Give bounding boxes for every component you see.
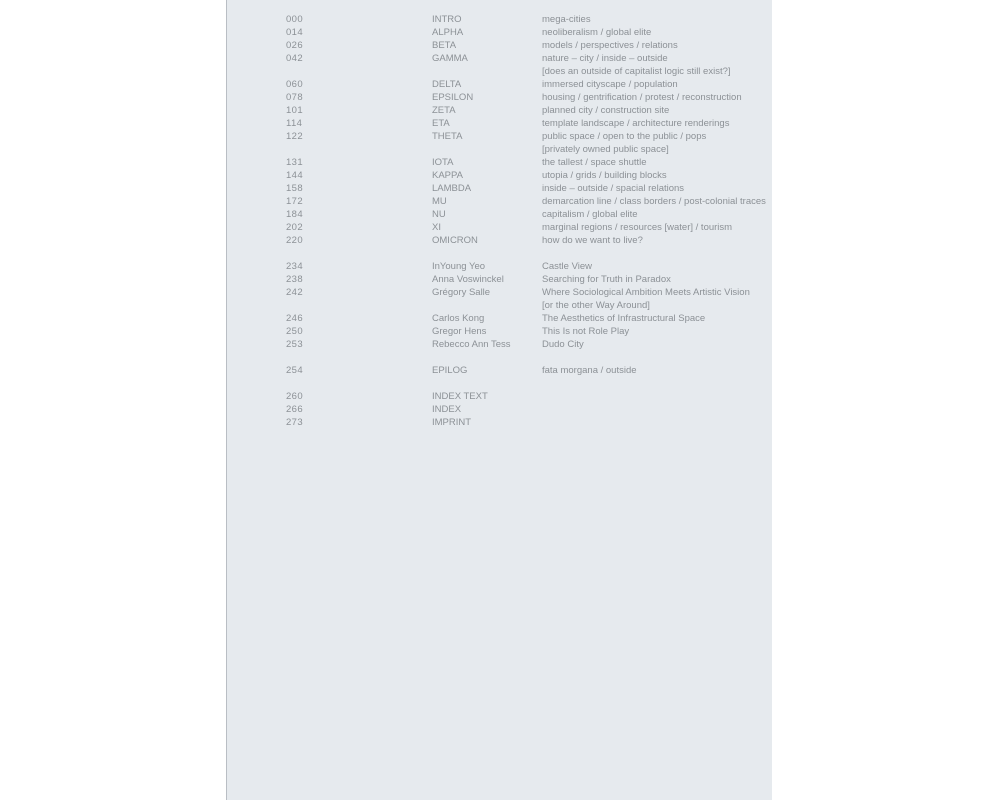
section-name: ETA xyxy=(432,118,450,129)
section-name: Carlos Kong xyxy=(432,313,485,324)
page-number: 000 xyxy=(286,14,304,25)
section-description: neoliberalism / global elite xyxy=(542,27,652,38)
section-description: mega-cities xyxy=(542,14,591,25)
section-description: marginal regions / resources [water] / tourism xyxy=(542,222,733,233)
section-description: fata morgana / outside xyxy=(542,365,637,376)
page-number: 260 xyxy=(286,391,304,402)
page-number: 234 xyxy=(286,261,304,272)
section-name: INTRO xyxy=(432,14,462,25)
section-name: LAMBDA xyxy=(432,183,472,194)
section-description: utopia / grids / building blocks xyxy=(542,170,667,181)
section-name: Anna Voswinckel xyxy=(432,274,504,285)
section-name: Rebecco Ann Tess xyxy=(432,339,511,350)
section-description: Castle View xyxy=(542,261,592,272)
section-description: capitalism / global elite xyxy=(542,209,638,220)
section-name: INDEX TEXT xyxy=(432,391,488,402)
page-number: 253 xyxy=(286,339,304,350)
section-description: immersed cityscape / population xyxy=(542,79,678,90)
section-name: GAMMA xyxy=(432,53,468,64)
section-description: [or the other Way Around] xyxy=(542,300,650,311)
page-number: 060 xyxy=(286,79,304,90)
section-description: The Aesthetics of Infrastructural Space xyxy=(542,313,706,324)
section-description: This Is not Role Play xyxy=(542,326,630,337)
section-description: public space / open to the public / pops xyxy=(542,131,707,142)
page-number: 172 xyxy=(286,196,304,207)
section-description: models / perspectives / relations xyxy=(542,40,678,51)
section-name: KAPPA xyxy=(432,170,463,181)
page-number: 144 xyxy=(286,170,304,181)
page-number: 014 xyxy=(286,27,304,38)
section-description: Searching for Truth in Paradox xyxy=(542,274,671,285)
section-description: the tallest / space shuttle xyxy=(542,157,647,168)
page-number: 254 xyxy=(286,365,304,376)
section-name: BETA xyxy=(432,40,457,51)
section-name: IOTA xyxy=(432,157,454,168)
section-description: template landscape / architecture renderings xyxy=(542,118,730,129)
section-name: THETA xyxy=(432,131,463,142)
section-name: INDEX xyxy=(432,404,462,415)
page-number: 131 xyxy=(286,157,304,168)
section-name: EPSILON xyxy=(432,92,474,103)
section-description: nature – city / inside – outside xyxy=(542,53,668,64)
page-number: 026 xyxy=(286,40,304,51)
section-name: OMICRON xyxy=(432,235,478,246)
section-description: [does an outside of capitalist logic still exist?] xyxy=(542,66,731,77)
section-description: Where Sociological Ambition Meets Artistic Vision xyxy=(542,287,750,298)
page-number: 220 xyxy=(286,235,304,246)
section-name: MU xyxy=(432,196,447,207)
section-name: ZETA xyxy=(432,105,456,116)
page-number: 101 xyxy=(286,105,304,116)
section-description: housing / gentrification / protest / reconstruction xyxy=(542,92,742,103)
page-number: 202 xyxy=(286,222,304,233)
section-name: Grégory Salle xyxy=(432,287,491,298)
page-number: 246 xyxy=(286,313,304,324)
page-number: 184 xyxy=(286,209,304,220)
page-number: 078 xyxy=(286,92,304,103)
section-name: IMPRINT xyxy=(432,417,472,428)
section-name: Gregor Hens xyxy=(432,326,487,337)
section-description: Dudo City xyxy=(542,339,584,350)
section-description: demarcation line / class borders / post-colonial traces xyxy=(542,196,766,207)
page-number: 114 xyxy=(286,118,303,129)
page-number: 122 xyxy=(286,131,304,142)
section-name: DELTA xyxy=(432,79,462,90)
section-description: planned city / construction site xyxy=(542,105,670,116)
section-name: XI xyxy=(432,222,441,233)
page-number: 273 xyxy=(286,417,304,428)
section-description: [privately owned public space] xyxy=(542,144,669,155)
page-number: 238 xyxy=(286,274,304,285)
page-number: 158 xyxy=(286,183,304,194)
document-page xyxy=(226,0,772,800)
section-name: ALPHA xyxy=(432,27,464,38)
page-number: 250 xyxy=(286,326,304,337)
section-name: NU xyxy=(432,209,446,220)
section-name: InYoung Yeo xyxy=(432,261,486,272)
page-number: 242 xyxy=(286,287,304,298)
section-name: EPILOG xyxy=(432,365,468,376)
section-description: how do we want to live? xyxy=(542,235,643,246)
page-number: 042 xyxy=(286,53,304,64)
section-description: inside – outside / spacial relations xyxy=(542,183,685,194)
page-number: 266 xyxy=(286,404,304,415)
